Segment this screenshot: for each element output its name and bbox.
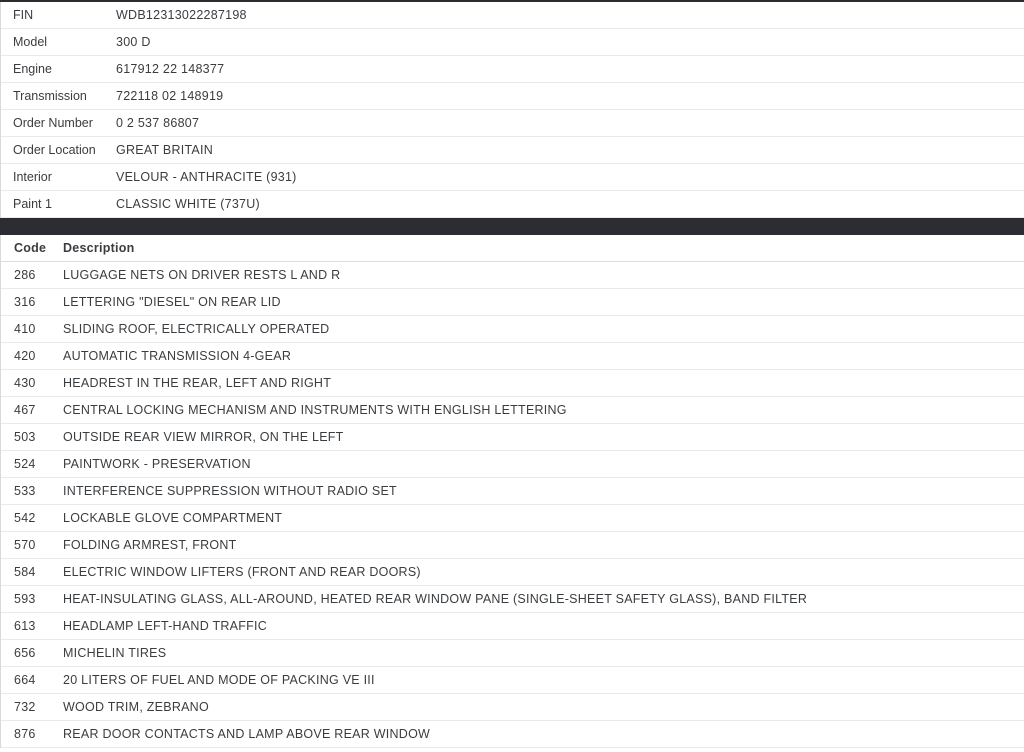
vehicle-info-row-model bbox=[1, 29, 1024, 56]
option-row bbox=[1, 451, 1024, 478]
field-label: Transmission bbox=[13, 89, 87, 103]
option-code: 420 bbox=[14, 349, 36, 363]
option-description: LETTERING "DIESEL" ON REAR LID bbox=[63, 295, 281, 309]
vehicle-info-row-interior bbox=[1, 164, 1024, 191]
option-code: 467 bbox=[14, 403, 36, 417]
vehicle-info-row-order-number bbox=[1, 110, 1024, 137]
option-row bbox=[1, 316, 1024, 343]
option-code: 732 bbox=[14, 700, 36, 714]
field-label: Interior bbox=[13, 170, 52, 184]
field-label: Paint 1 bbox=[13, 197, 52, 211]
option-description: AUTOMATIC TRANSMISSION 4-GEAR bbox=[63, 349, 292, 363]
option-row bbox=[1, 397, 1024, 424]
options-table-header bbox=[1, 235, 1024, 262]
option-code: 584 bbox=[14, 565, 36, 579]
option-code: 570 bbox=[14, 538, 36, 552]
vehicle-info-row-transmission bbox=[1, 83, 1024, 110]
field-label: Order Location bbox=[13, 143, 96, 157]
field-label: Engine bbox=[13, 62, 52, 76]
section-divider-bar bbox=[0, 218, 1024, 235]
field-value: VELOUR - ANTHRACITE (931) bbox=[116, 170, 297, 184]
vehicle-info-row-fin bbox=[1, 2, 1024, 29]
option-description: SLIDING ROOF, ELECTRICALLY OPERATED bbox=[63, 322, 330, 336]
vehicle-info-table bbox=[0, 2, 1024, 218]
field-value: 722118 02 148919 bbox=[116, 89, 224, 103]
field-value: GREAT BRITAIN bbox=[116, 143, 214, 157]
option-code: 533 bbox=[14, 484, 36, 498]
field-value: 617912 22 148377 bbox=[116, 62, 225, 76]
option-row bbox=[1, 424, 1024, 451]
option-description: PAINTWORK - PRESERVATION bbox=[63, 457, 251, 471]
option-description: HEADLAMP LEFT-HAND TRAFFIC bbox=[63, 619, 267, 633]
option-row bbox=[1, 478, 1024, 505]
options-table bbox=[0, 235, 1024, 748]
vehicle-info-row-order-location bbox=[1, 137, 1024, 164]
option-code: 876 bbox=[14, 727, 36, 741]
option-code: 664 bbox=[14, 673, 36, 687]
option-row bbox=[1, 262, 1024, 289]
option-code: 316 bbox=[14, 295, 36, 309]
field-value: WDB12313022287198 bbox=[116, 8, 247, 22]
field-value: CLASSIC WHITE (737U) bbox=[116, 197, 260, 211]
option-description: ELECTRIC WINDOW LIFTERS (FRONT AND REAR DOORS) bbox=[63, 565, 421, 579]
code-column-header: Code bbox=[14, 241, 47, 255]
option-row bbox=[1, 343, 1024, 370]
option-row bbox=[1, 721, 1024, 748]
field-label: Model bbox=[13, 35, 48, 49]
option-row bbox=[1, 532, 1024, 559]
option-row bbox=[1, 505, 1024, 532]
option-description: FOLDING ARMREST, FRONT bbox=[63, 538, 237, 552]
vehicle-info-row-paint bbox=[1, 191, 1024, 218]
option-row bbox=[1, 667, 1024, 694]
option-code: 613 bbox=[14, 619, 36, 633]
field-value: 300 D bbox=[116, 35, 151, 49]
option-description: MICHELIN TIRES bbox=[63, 646, 167, 660]
option-description: INTERFERENCE SUPPRESSION WITHOUT RADIO SET bbox=[63, 484, 397, 498]
field-label: FIN bbox=[13, 8, 34, 22]
option-code: 410 bbox=[14, 322, 36, 336]
option-description: LUGGAGE NETS ON DRIVER RESTS L AND R bbox=[63, 268, 341, 282]
option-description: HEADREST IN THE REAR, LEFT AND RIGHT bbox=[63, 376, 332, 390]
option-code: 542 bbox=[14, 511, 36, 525]
description-column-header: Description bbox=[63, 241, 135, 255]
option-code: 593 bbox=[14, 592, 36, 606]
option-code: 656 bbox=[14, 646, 36, 660]
option-row bbox=[1, 694, 1024, 721]
option-row bbox=[1, 370, 1024, 397]
option-code: 503 bbox=[14, 430, 36, 444]
option-description: REAR DOOR CONTACTS AND LAMP ABOVE REAR WINDOW bbox=[63, 727, 431, 741]
option-row bbox=[1, 613, 1024, 640]
option-code: 286 bbox=[14, 268, 36, 282]
option-description: 20 LITERS OF FUEL AND MODE OF PACKING VE III bbox=[63, 673, 375, 687]
option-description: WOOD TRIM, ZEBRANO bbox=[63, 700, 209, 714]
option-description: HEAT-INSULATING GLASS, ALL-AROUND, HEATED REAR WINDOW PANE (SINGLE-SHEET SAFETY GLASS), BAND FILTER bbox=[63, 592, 808, 606]
option-row bbox=[1, 559, 1024, 586]
option-description: CENTRAL LOCKING MECHANISM AND INSTRUMENTS WITH ENGLISH LETTERING bbox=[63, 403, 567, 417]
option-row bbox=[1, 289, 1024, 316]
option-description: LOCKABLE GLOVE COMPARTMENT bbox=[63, 511, 283, 525]
option-code: 430 bbox=[14, 376, 36, 390]
option-description: OUTSIDE REAR VIEW MIRROR, ON THE LEFT bbox=[63, 430, 344, 444]
option-row bbox=[1, 640, 1024, 667]
option-row bbox=[1, 586, 1024, 613]
option-code: 524 bbox=[14, 457, 36, 471]
vehicle-info-row-engine bbox=[1, 56, 1024, 83]
field-value: 0 2 537 86807 bbox=[116, 116, 200, 130]
field-label: Order Number bbox=[13, 116, 93, 130]
